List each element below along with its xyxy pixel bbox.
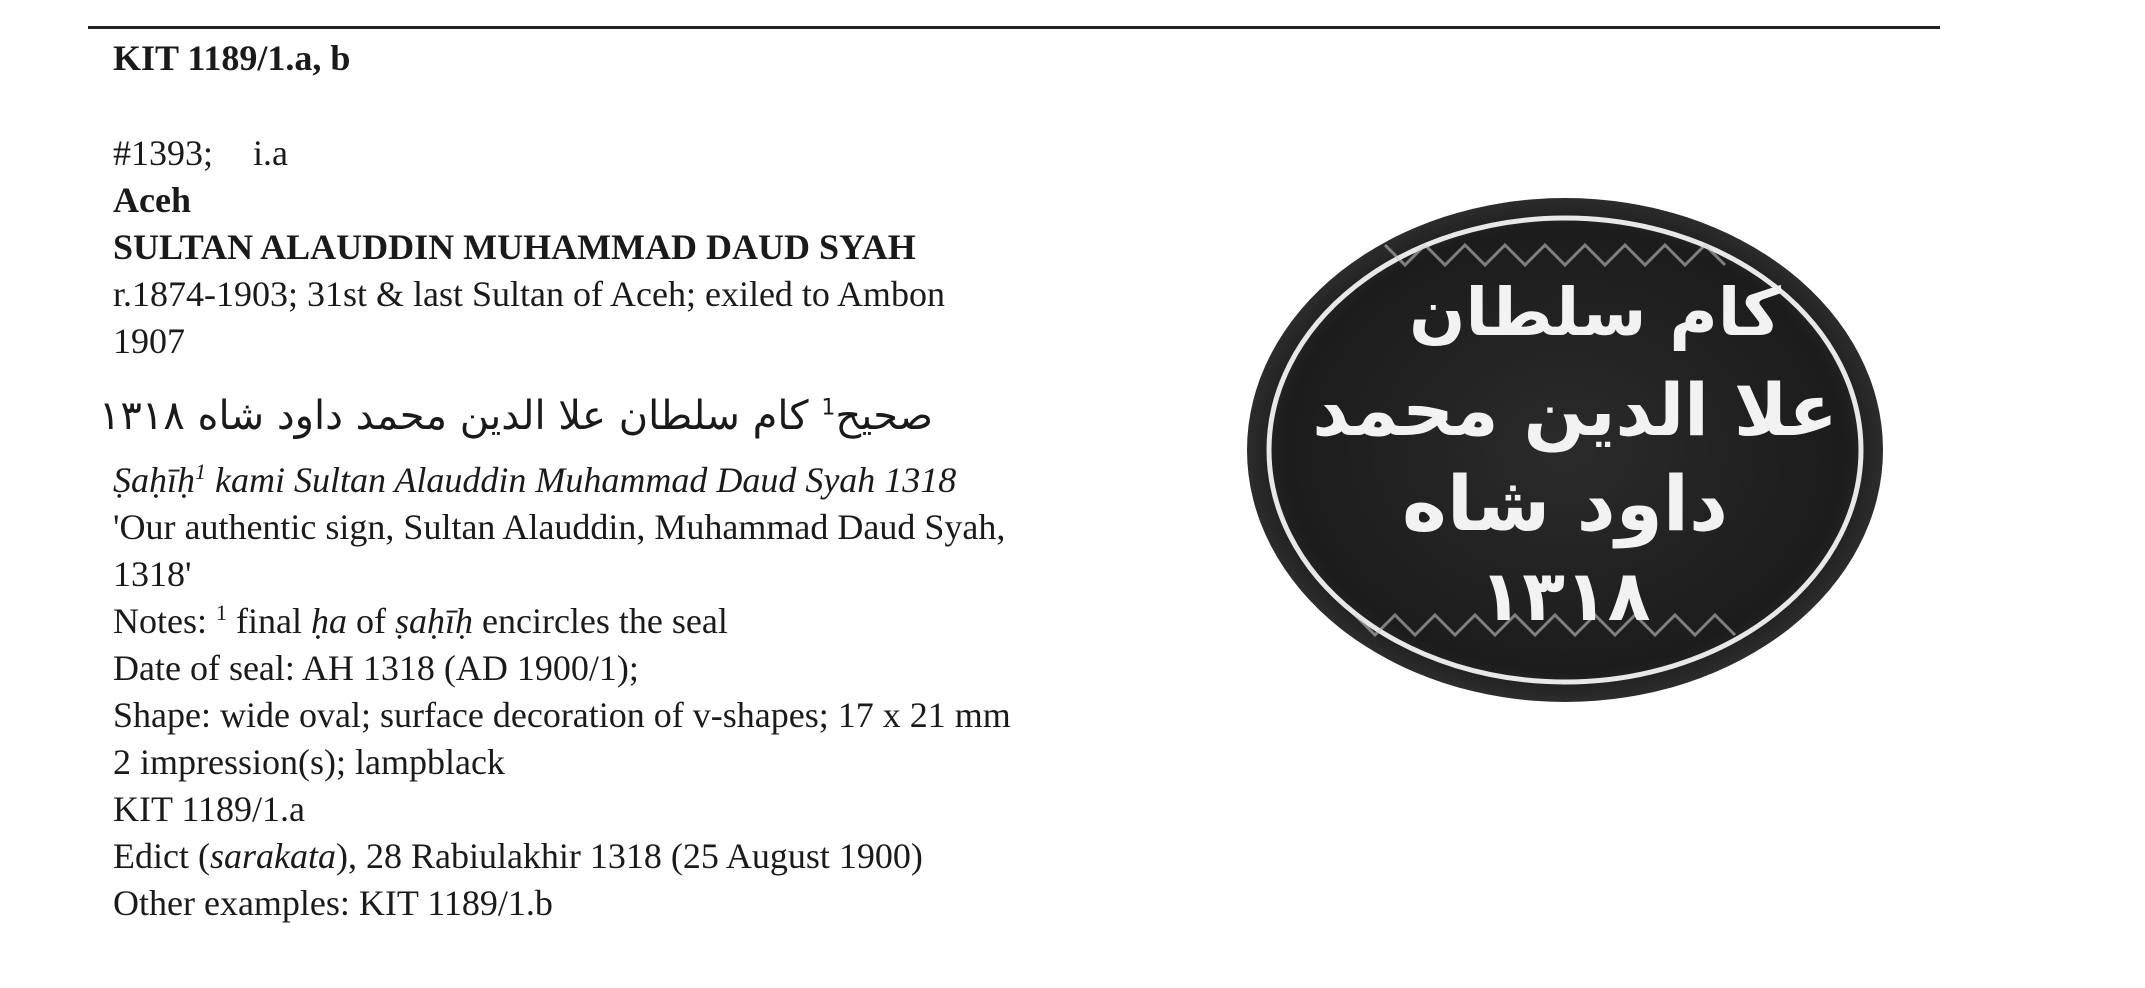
arabic-inscription-rest: كام سلطان علا الدين محمد داود شاه ١٣١٨ [98, 393, 809, 439]
date-of-seal: Date of seal: AH 1318 (AD 1900/1); [113, 648, 639, 688]
shape: Shape: wide oval; surface decoration of v-shapes; 17 x 21 mm [113, 695, 1011, 735]
transliteration-footnote-mark: 1 [195, 459, 207, 484]
reign-note-line2: 1907 [113, 321, 185, 361]
entry-body [98, 130, 1193, 927]
seal-line-2: علا الدين محمد [1312, 368, 1838, 452]
seal-image [1235, 185, 1895, 715]
reference-category: i.a [253, 133, 288, 173]
edict: Edict (sarakata), 28 Rabiulakhir 1318 (25 August 1900) [113, 836, 923, 876]
seal-line-1: كام سلطان [1409, 274, 1781, 351]
seal-line-4: ١٣١٨ [1479, 555, 1651, 637]
notes-footnote-mark: 1 [216, 600, 227, 625]
arabic-word-sahih: صحيح [835, 393, 933, 439]
top-rule [88, 26, 1940, 29]
transliteration-rest: kami Sultan Alauddin Muhammad Daud Syah 1318 [206, 460, 957, 500]
catalogue-heading: KIT 1189/1.a, b [113, 38, 351, 78]
translation-line2: 1318' [113, 554, 192, 594]
notes: Notes: $^1$ final ḥa of ṣaḥīḥ encircles the seal [113, 600, 728, 641]
notes-ha: ḥa [310, 601, 347, 641]
catalogue-number: KIT 1189/1.a [113, 789, 305, 829]
edict-word: sarakata [209, 836, 336, 876]
reference-number: #1393; [113, 133, 214, 173]
impressions: 2 impression(s); lampblack [113, 742, 505, 782]
transliteration-word: Ṣaḥīḥ [113, 460, 196, 500]
translation-line1: 'Our authentic sign, Sultan Alauddin, Muhammad Daud Syah, [113, 507, 1006, 547]
notes-sahih: ṣaḥīḥ [394, 601, 473, 641]
transliteration [113, 457, 1193, 504]
reign-note-line1: r.1874-1903; 31st & last Sultan of Aceh; exiled to Ambon [113, 274, 945, 314]
other-examples: Other examples: KIT 1189/1.b [113, 883, 553, 923]
seal-impression [1235, 185, 1895, 715]
arabic-inscription [98, 383, 933, 449]
region: Aceh [113, 180, 191, 220]
reference-line [113, 130, 1193, 177]
arabic-footnote-mark: 1 [821, 395, 836, 421]
seal-line-3: داود شاه [1402, 459, 1728, 548]
ruler-name: SULTAN ALAUDDIN MUHAMMAD DAUD SYAH [113, 227, 916, 267]
